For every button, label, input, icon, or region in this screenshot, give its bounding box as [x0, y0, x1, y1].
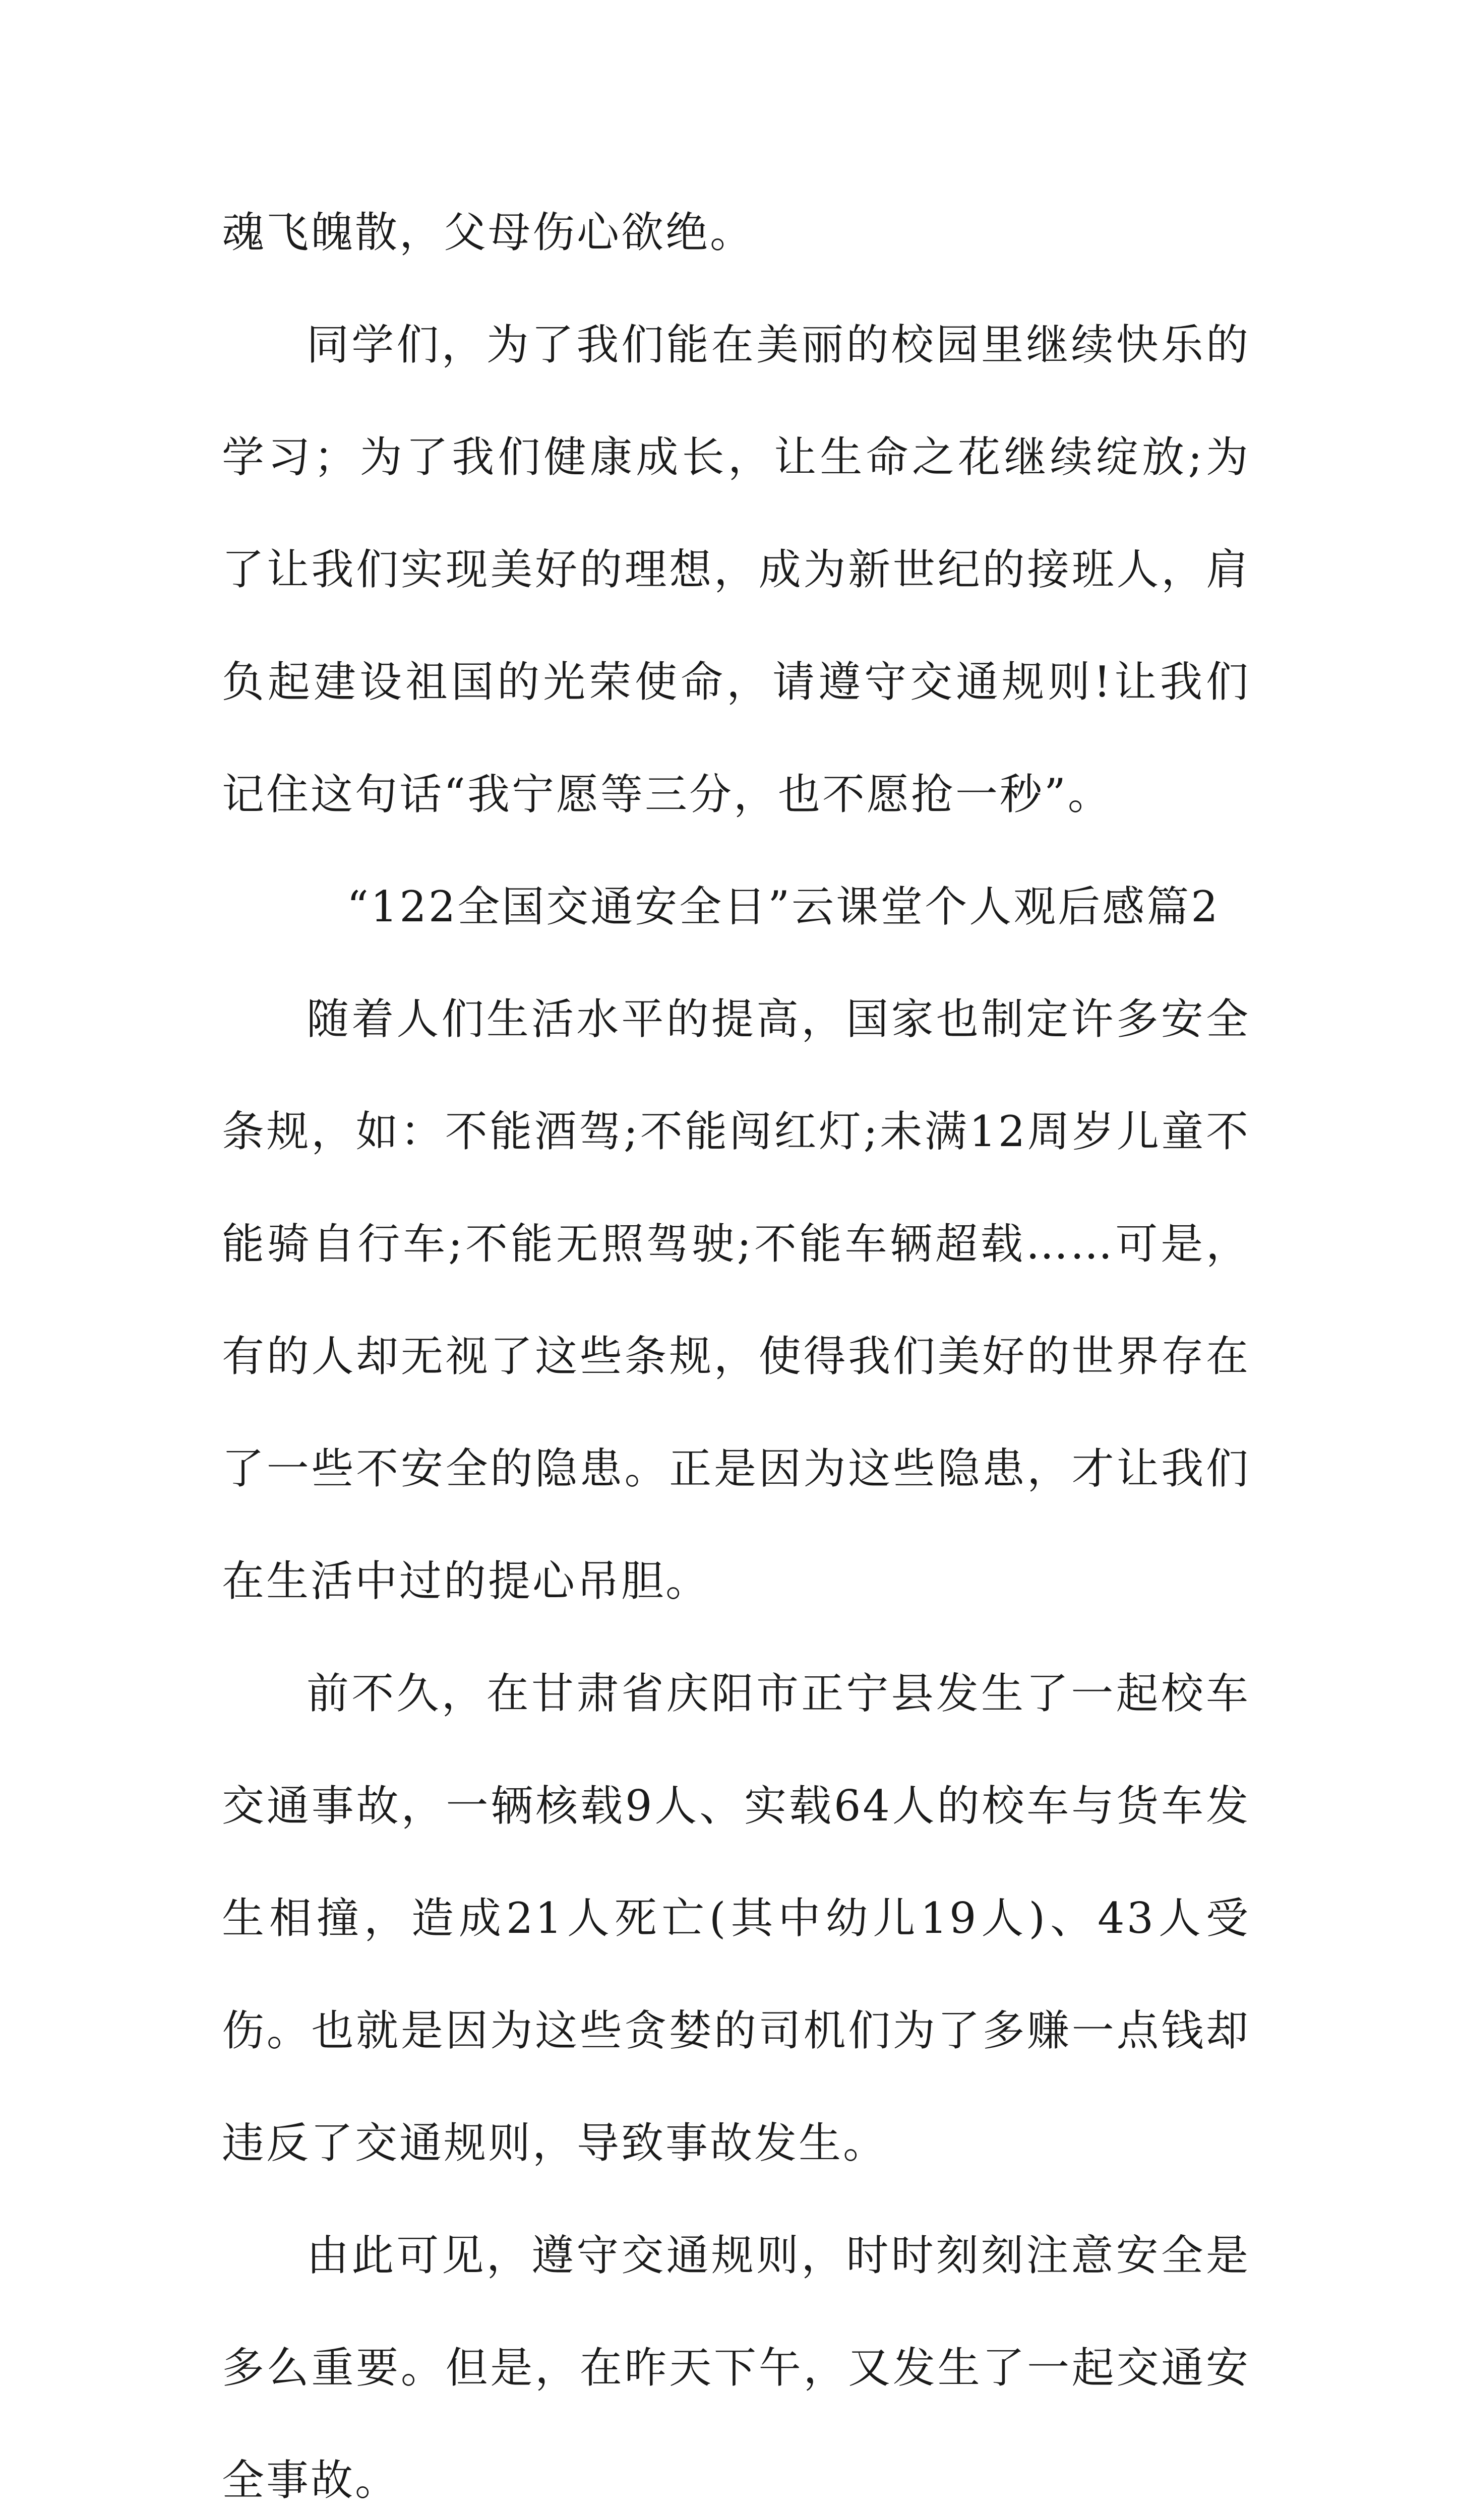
paragraph-safety-rules: 随着人们生活水平的提高，国家也制定许多安全条规，如：不能酒驾;不能闯红灯;未满12周岁儿童不能骑自行车;不能无照驾驶;不能车辆超载……可是，有的人却无视了这些条规，使得我们美好的世界存在了一些不安全的隐患。正是因为这些隐患，才让我们在生活中过的提心吊胆。: [222, 994, 1250, 1606]
document-body: [222, 176, 1250, 2520]
paragraph-call-to-action: 同学们，为了我们能在美丽的校园里继续快乐的学习；为了我们健康成长，让生命之花继续绽放;为了让我们实现美好的理想，成为新世纪的接班人，肩负起建设祖国的光荣使命，请遵守交通规则!让我们记住这句话“我宁愿等三分，也不愿抢一秒”。: [222, 320, 1250, 819]
section-heading: “122全国交通安全日”云课堂个人观后感篇2: [347, 882, 1220, 931]
paragraph-school-bus-accident: 前不久，在甘肃省庆阳市正宁县发生了一起校车交通事故，一辆核载9人、实载64人的校车与货车发生相撞，造成21人死亡(其中幼儿19人)、43人受伤。也就是因为这些贪婪的司机们为了多赚一点钱却违反了交通规则，导致事故发生。: [222, 1669, 1250, 2168]
paragraph-continuation: 魂飞魄散，父母伤心欲绝。: [222, 208, 755, 257]
paragraph-importance: 由此可见，遵守交通规则，时时刻刻注意安全是多么重要。但是，在昨天下午，又发生了一起交通安全事故。: [222, 2231, 1250, 2505]
